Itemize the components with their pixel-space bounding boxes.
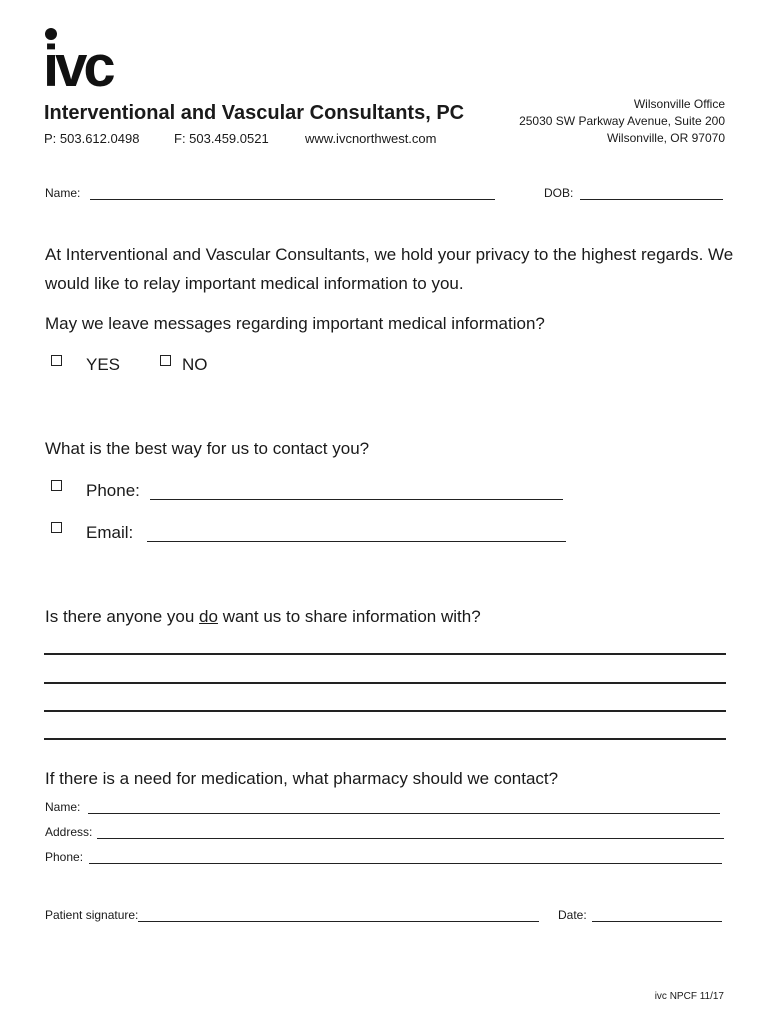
form-code: ivc NPCF 11/17 [654,991,724,1002]
svg-text:ivc: ivc [43,34,112,94]
patient-name-field[interactable] [90,199,495,200]
office-address-line2: Wilsonville, OR 97070 [606,131,725,145]
pharmacy-name-field[interactable] [88,813,720,814]
phone-checkbox[interactable] [51,480,62,491]
patient-name-label: Name: [45,186,81,200]
pharmacy-address-label: Address: [45,825,93,839]
office-address-line1: 25030 SW Parkway Avenue, Suite 200 [519,114,725,128]
org-website[interactable]: www.ivcnorthwest.com [305,131,437,146]
no-label: NO [182,355,208,374]
contact-phone-field[interactable] [150,499,563,500]
share-line-3[interactable] [44,710,726,712]
pharmacy-address-field[interactable] [97,838,724,839]
signature-date-label: Date: [558,908,587,922]
signature-date-field[interactable] [592,921,722,922]
share-line-2[interactable] [44,682,726,684]
contact-email-field[interactable] [147,541,566,542]
pharmacy-phone-field[interactable] [89,863,722,864]
pharmacy-question: If there is a need for medication, what pharmacy should we contact? [45,769,559,788]
org-phone: P: 503.612.0498 [44,131,140,146]
org-fax: F: 503.459.0521 [174,131,269,146]
email-label: Email: [86,523,134,542]
contact-method-question: What is the best way for us to contact you? [45,439,370,458]
pharmacy-name-label: Name: [45,800,81,814]
office-name: Wilsonville Office [633,97,725,111]
patient-signature-field[interactable] [138,921,539,922]
patient-dob-field[interactable] [580,199,723,200]
ivc-logo [43,24,123,94]
messages-question: May we leave messages regarding important medical information? [45,314,545,333]
patient-dob-label: DOB: [544,186,574,200]
organization-name: Interventional and Vascular Consultants, PC [44,102,465,124]
share-line-4[interactable] [44,738,726,740]
email-checkbox[interactable] [51,522,62,533]
no-checkbox[interactable] [160,355,171,366]
privacy-intro: At Interventional and Vascular Consultants, we hold your privacy to the highest regards. We would like to relay important medical information to you. [45,245,734,293]
patient-signature-label: Patient signature: [45,908,139,922]
yes-label: YES [86,355,121,374]
phone-label: Phone: [86,481,140,500]
share-line-1[interactable] [44,653,726,655]
share-question: Is there anyone you do want us to share information with? [45,607,481,626]
pharmacy-phone-label: Phone: [45,850,84,864]
yes-checkbox[interactable] [51,355,62,366]
